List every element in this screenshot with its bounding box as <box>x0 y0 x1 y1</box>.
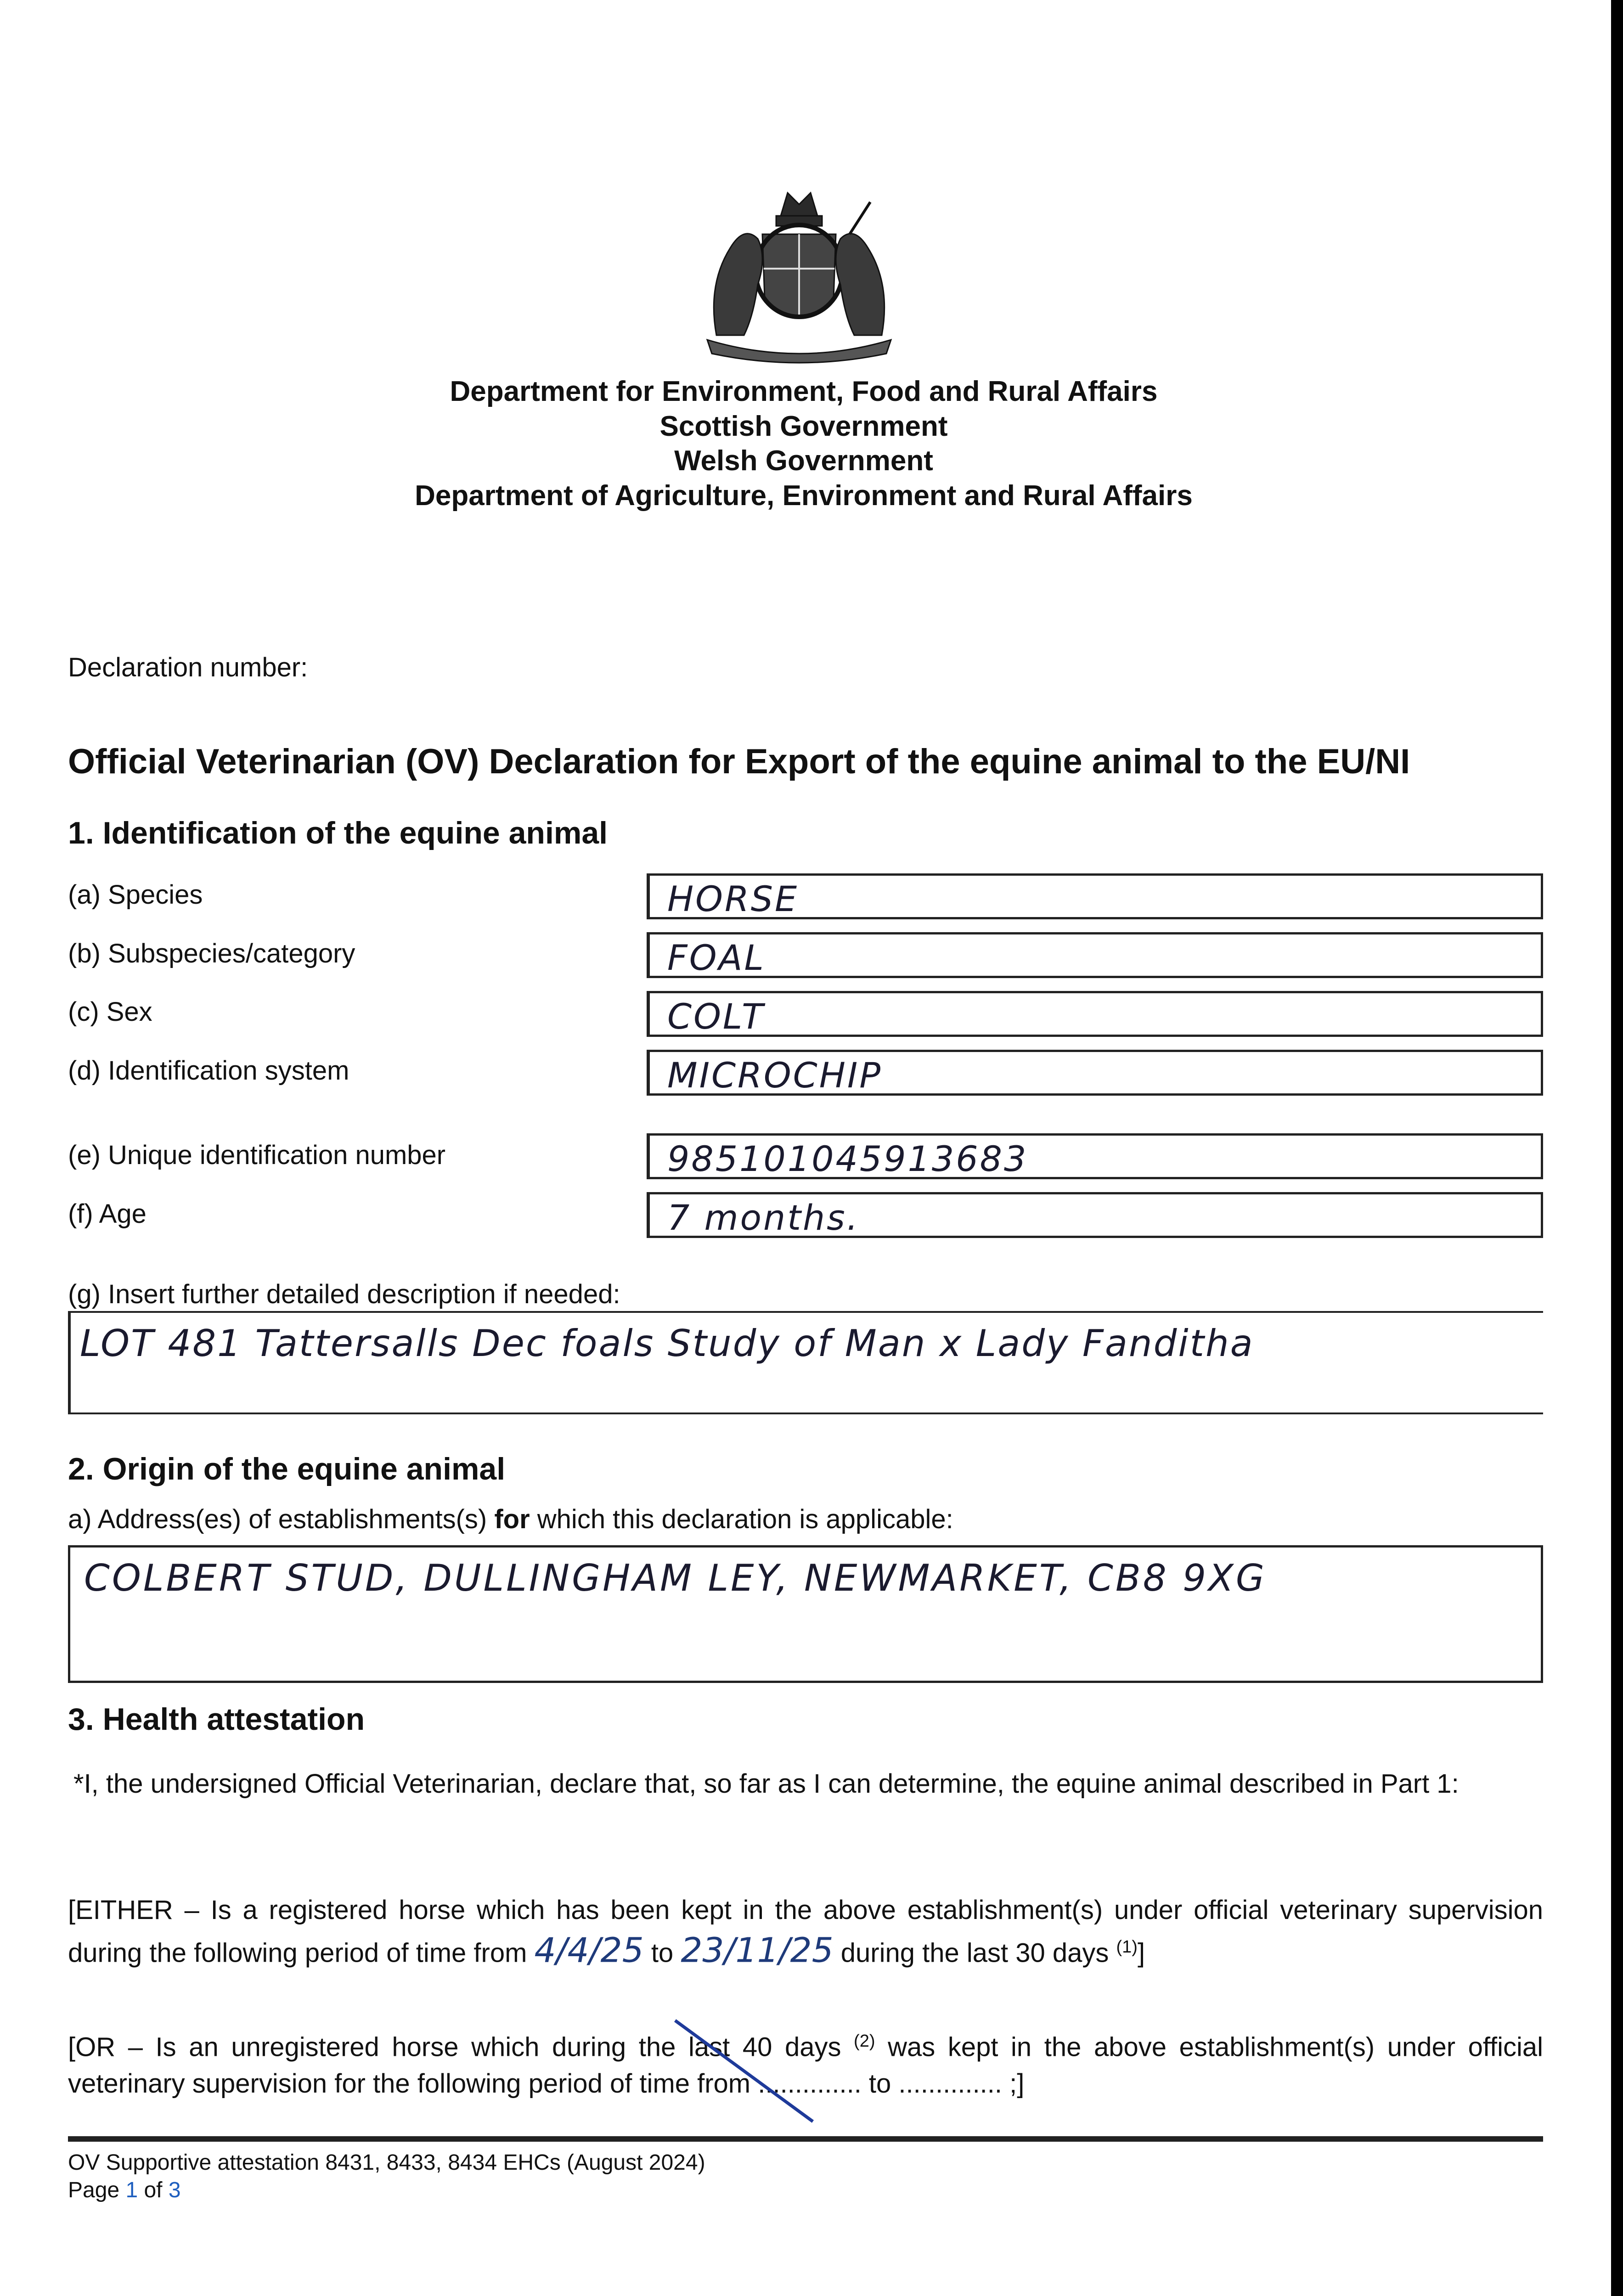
subspecies-field[interactable] <box>647 932 1543 978</box>
either-to-date[interactable]: 23/11/25 <box>681 1930 834 1970</box>
section3-heading: 3. Health attestation <box>68 1702 365 1737</box>
dept-defra: Department for Environment, Food and Rural Affairs <box>450 376 1158 407</box>
footer-page-number: Page 1 of 3 <box>68 2178 181 2202</box>
dept-daera: Department of Agriculture, Environment and Rural Affairs <box>415 480 1193 512</box>
address-field[interactable] <box>68 1545 1543 1683</box>
footer-rule <box>68 2136 1543 2142</box>
sex-label: (c) Sex <box>68 997 152 1027</box>
address-value: COLBERT STUD, DULLINGHAM LEY, NEWMARKET, CB8 9XG <box>84 1557 1267 1599</box>
section1-heading: 1. Identification of the equine animal <box>68 816 608 850</box>
further-description-field[interactable] <box>68 1311 1543 1414</box>
either-clause: [EITHER – Is a registered horse which has been kept in the above establishment(s) under official veterinary supervision during the following period of time from 4/4/25 to 23/11/25 during the last 30 days $^{(1)}$] <box>68 1895 1543 1970</box>
health-intro: *I, the undersigned Official Veterinarian, declare that, so far as I can determine, the equine animal described in Part 1: <box>73 1769 1459 1799</box>
footer-attestation: OV Supportive attestation 8431, 8433, 8434 EHCs (August 2024) <box>68 2150 705 2175</box>
sex-field[interactable] <box>647 991 1543 1037</box>
age-value: 7 months. <box>667 1197 860 1238</box>
uid-field[interactable] <box>647 1133 1543 1179</box>
declaration-number-label: Declaration number: <box>68 653 308 682</box>
dept-scottish-gov: Scottish Government <box>659 411 948 442</box>
age-field[interactable] <box>647 1192 1543 1238</box>
subspecies-value: FOAL <box>667 937 766 978</box>
id-system-value: MICROCHIP <box>667 1055 883 1096</box>
subspecies-label: (b) Subspecies/category <box>68 939 355 968</box>
sex-value: COLT <box>667 996 765 1037</box>
royal-crest-icon <box>689 184 909 367</box>
or-clause: [OR – Is an unregistered horse which during the last 40 days $^{(2)}$ was kept in the above establishment(s) under official veterinary supervision for the following period of time from .............. to .............. ;] <box>68 2032 1543 2099</box>
address-label: a) Address(es) of establishments(s) for which this declaration is applicable: <box>68 1504 953 1534</box>
id-system-field[interactable] <box>647 1050 1543 1096</box>
id-system-label: (d) Identification system <box>68 1056 349 1086</box>
uid-label: (e) Unique identification number <box>68 1140 446 1170</box>
species-value: HORSE <box>667 878 799 919</box>
scan-edge <box>1611 0 1623 2296</box>
further-description-label: (g) Insert further detailed description if needed: <box>68 1279 620 1309</box>
uid-value: 985101045913683 <box>667 1138 1028 1179</box>
dept-welsh-gov: Welsh Government <box>674 445 933 477</box>
species-label: (a) Species <box>68 880 203 910</box>
species-field[interactable] <box>647 873 1543 919</box>
strike-through-mark <box>666 2011 831 2131</box>
section2-heading: 2. Origin of the equine animal <box>68 1452 506 1486</box>
page-title: Official Veterinarian (OV) Declaration for Export of the equine animal to the EU/NI <box>68 742 1410 781</box>
either-from-date[interactable]: 4/4/25 <box>534 1930 644 1970</box>
age-label: (f) Age <box>68 1199 147 1229</box>
further-description-value: LOT 481 Tattersalls Dec foals Study of Man x Lady Fanditha <box>80 1322 1254 1365</box>
